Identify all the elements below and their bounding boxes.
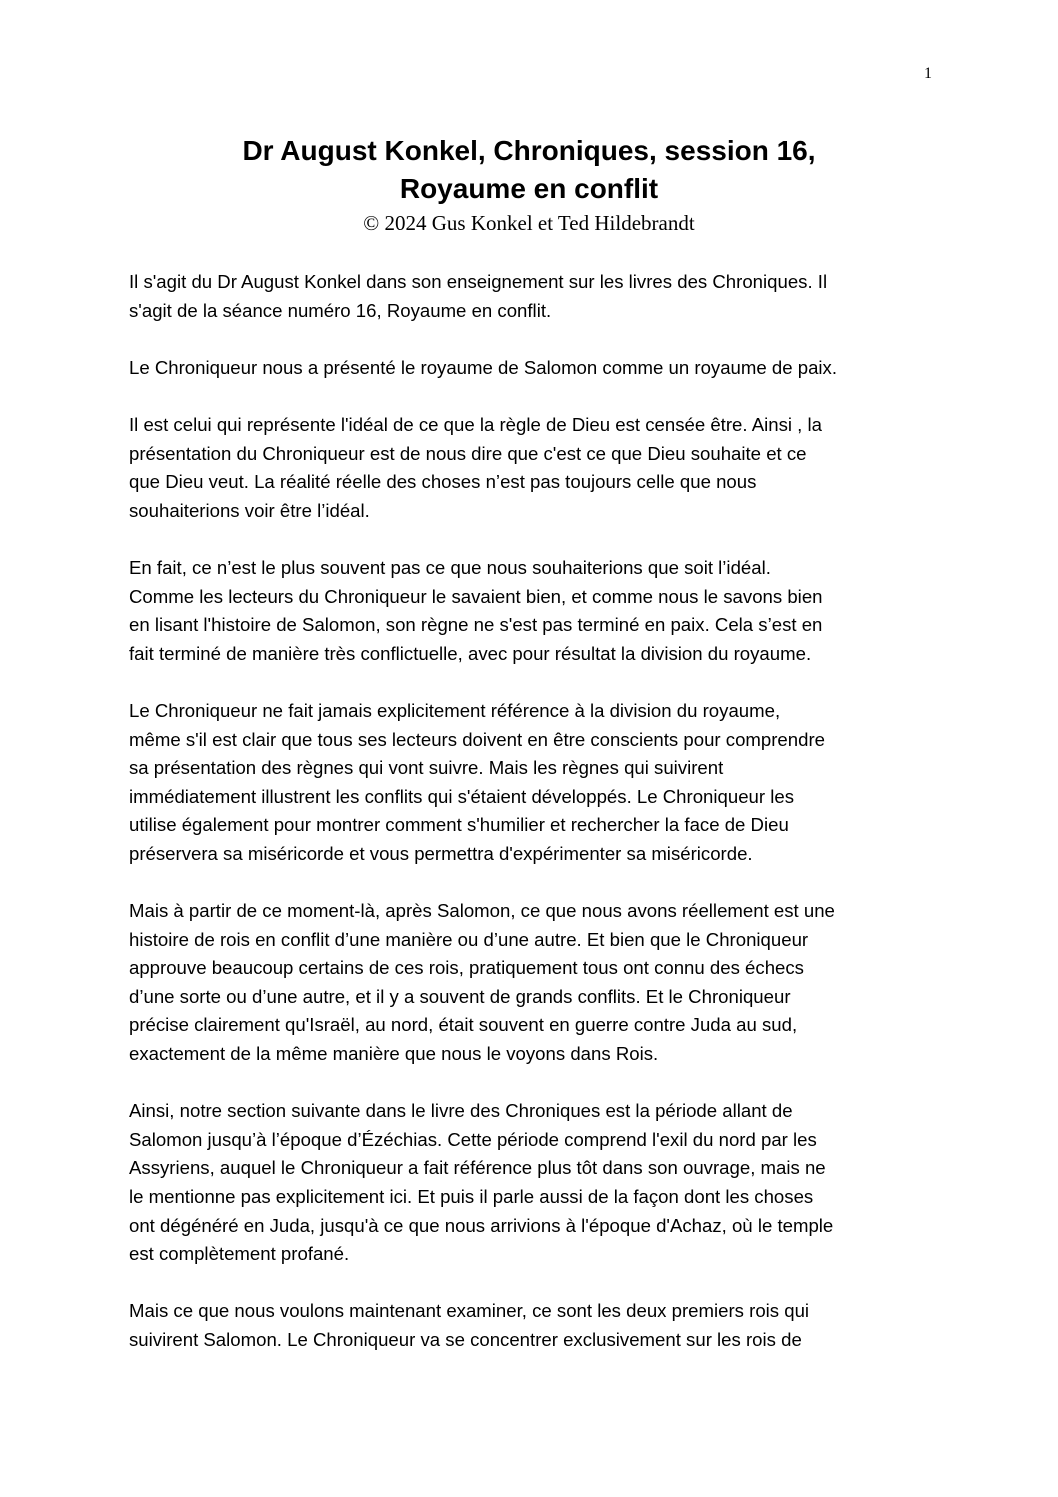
copyright-notice: © 2024 Gus Konkel et Ted Hildebrandt bbox=[363, 211, 695, 235]
paragraph-6: Mais à partir de ce moment-là, après Salomon, ce que nous avons réellement est une histoire de rois en conflit d’une manière ou d’une autre. Et bien que le Chroniqueur approuve beaucoup certains de ces rois, pratiquement tous ont connu des échecs d’une sorte ou d’une autre, et il y a souvent de grands conflits. Et le Chroniqueur précise clairement qu'Israël, au nord, était souvent en guerre contre Juda au sud, exactement de la même manière que nous le voyons dans Rois. bbox=[129, 900, 835, 1065]
paragraph-5: Le Chroniqueur ne fait jamais explicitement référence à la division du royaume, même s'il est clair que tous ses lecteurs doivent en être conscients pour comprendre sa présentation des règnes qui vont suivre. Mais les règnes qui suivirent immédiatement illustrent les conflits qui s'étaient développés. Le Chroniqueur les utilise également pour montrer comment s'humilier et rechercher la face de Dieu préservera sa miséricorde et vous permettra d'expérimenter sa miséricorde. bbox=[129, 699, 825, 864]
paragraph-7: Ainsi, notre section suivante dans le livre des Chroniques est la période allant de Salomon jusqu’à l’époque d’Ézéchias. Cette période comprend l'exil du nord par les Assyriens, auquel le Chroniqueur a fait référence plus tôt dans son ouvrage, mais ne le mentionne pas explicitement ici. Et puis il parle aussi de la façon dont les choses ont dégénéré en Juda, jusqu'à ce que nous arrivions à l'époque d'Achaz, où le temple est complètement profané. bbox=[129, 1100, 834, 1265]
paragraph-8: Mais ce que nous voulons maintenant examiner, ce sont les deux premiers rois qui suivirent Salomon. Le Chroniqueur va se concentrer exclusivement sur les rois de bbox=[129, 1300, 810, 1350]
paragraph-1: Il s'agit du Dr August Konkel dans son enseignement sur les livres des Chroniques. Il s'agit de la séance numéro 16, Royaume en conflit. bbox=[129, 271, 828, 321]
document-title-line-1: Dr August Konkel, Chroniques, session 16, bbox=[242, 135, 816, 166]
paragraph-2: Le Chroniqueur nous a présenté le royaume de Salomon comme un royaume de paix. bbox=[129, 356, 838, 378]
body-text bbox=[129, 268, 939, 1383]
page-number: 1 bbox=[924, 65, 932, 82]
paragraph-4: En fait, ce n’est le plus souvent pas ce que nous souhaiterions que soit l’idéal. Comme les lecteurs du Chroniqueur le savaient bien, et comme nous le savons bien en lisant l'histoire de Salomon, son règne ne s'est pas terminé en paix. Cela s’est en fait terminé de manière très conflictuelle, avec pour résultat la division du royaume. bbox=[129, 556, 823, 664]
title-block bbox=[129, 132, 929, 238]
paragraph-3: Il est celui qui représente l'idéal de ce que la règle de Dieu est censée être. Ainsi , la présentation du Chroniqueur est de nous dire que c'est ce que Dieu souhaite et ce que Dieu veut. La réalité réelle des choses n’est pas toujours celle que nous souhaiterions voir être l’idéal. bbox=[129, 413, 822, 521]
document-title-line-2: Royaume en conflit bbox=[399, 173, 659, 204]
